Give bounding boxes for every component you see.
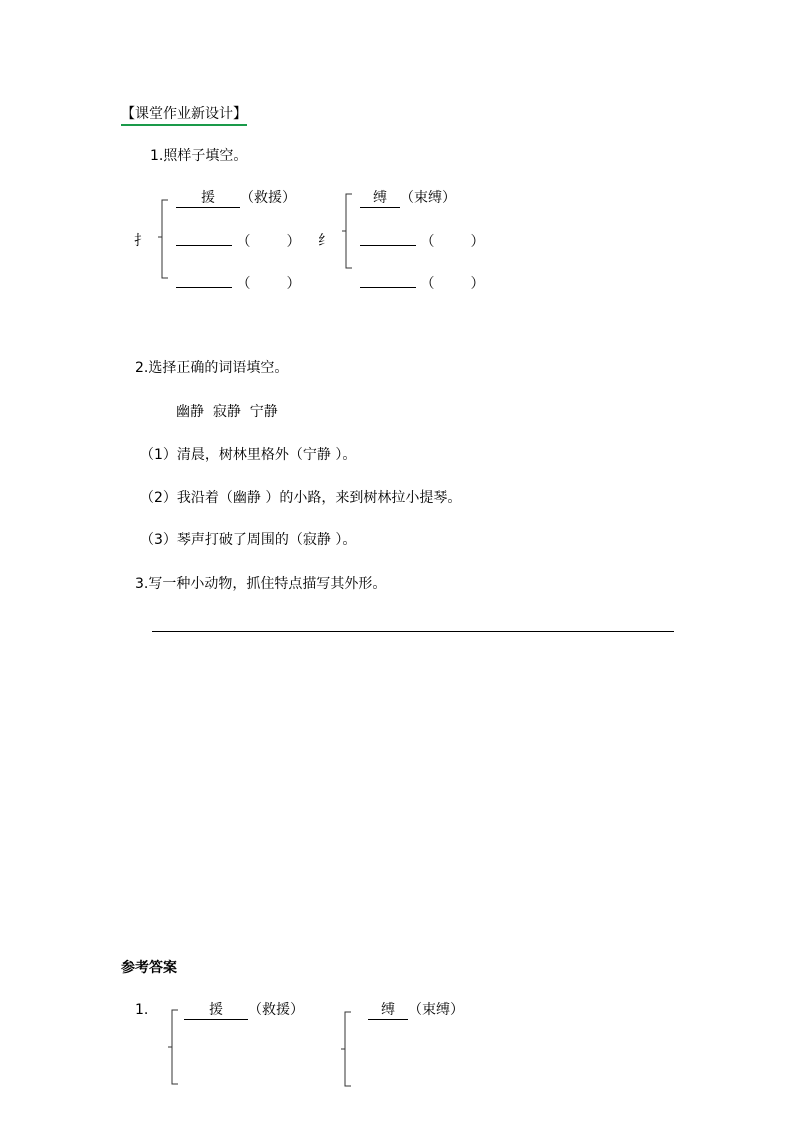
left-example-word: 援: [176, 189, 240, 208]
left-example-phrase: （救援）: [240, 190, 296, 206]
question-3-title: 3.写一种小动物，抓住特点描写其外形。: [135, 576, 387, 592]
right-example-word: 缚: [360, 189, 400, 208]
radical-left: 扌: [134, 233, 148, 249]
answers-q1-number: 1.: [135, 1002, 149, 1018]
radical-right: 纟: [318, 233, 332, 249]
question-2-item-3: （3）琴声打破了周围的（寂静 ）。: [140, 532, 357, 548]
answers-left-brace: [166, 1008, 180, 1086]
left-row3-blank[interactable]: [176, 273, 232, 288]
right-example-row: [360, 188, 456, 208]
right-brace: [340, 192, 354, 270]
left-row2-paren-close: ）: [286, 234, 301, 250]
left-row-3: [176, 273, 300, 294]
answers-left-example: [184, 1000, 304, 1020]
right-row2-blank[interactable]: [360, 231, 416, 246]
left-example-row: [176, 188, 296, 208]
writing-line[interactable]: [152, 631, 674, 632]
answers-right-phrase: （束缚）: [408, 1002, 464, 1018]
answers-right-example: [368, 1000, 464, 1020]
left-row2-blank[interactable]: [176, 231, 232, 246]
question-2-item-2: （2）我沿着（幽静 ）的小路，来到树林拉小提琴。: [140, 490, 462, 506]
answers-right-word: 缚: [368, 1001, 408, 1020]
right-row-2: [360, 231, 484, 252]
right-row3-paren-open: （: [420, 276, 435, 292]
section-title: [121, 104, 247, 126]
left-row3-paren-close: ）: [286, 276, 301, 292]
word-options: 幽静 寂静 宁静: [176, 404, 278, 420]
answers-left-word: 援: [184, 1001, 248, 1020]
left-brace: [156, 198, 170, 280]
left-row2-paren-open: （: [236, 234, 251, 250]
right-row3-blank[interactable]: [360, 273, 416, 288]
right-example-phrase: （束缚）: [400, 190, 456, 206]
question-2-title: 2.选择正确的词语填空。: [135, 360, 289, 376]
right-row2-paren-close: ）: [470, 234, 485, 250]
answers-left-phrase: （救援）: [248, 1002, 304, 1018]
answers-right-brace: [339, 1010, 353, 1088]
answers-title: 参考答案: [121, 960, 177, 976]
left-row-2: [176, 231, 300, 252]
section-title-text: 【课堂作业新设计】: [121, 106, 247, 122]
question-2-item-1: （1）清晨，树林里格外（宁静 ）。: [140, 447, 357, 463]
right-row2-paren-open: （: [420, 234, 435, 250]
right-row3-paren-close: ）: [470, 276, 485, 292]
question-1-title: 1.照样子填空。: [150, 148, 248, 164]
left-row3-paren-open: （: [236, 276, 251, 292]
right-row-3: [360, 273, 484, 294]
